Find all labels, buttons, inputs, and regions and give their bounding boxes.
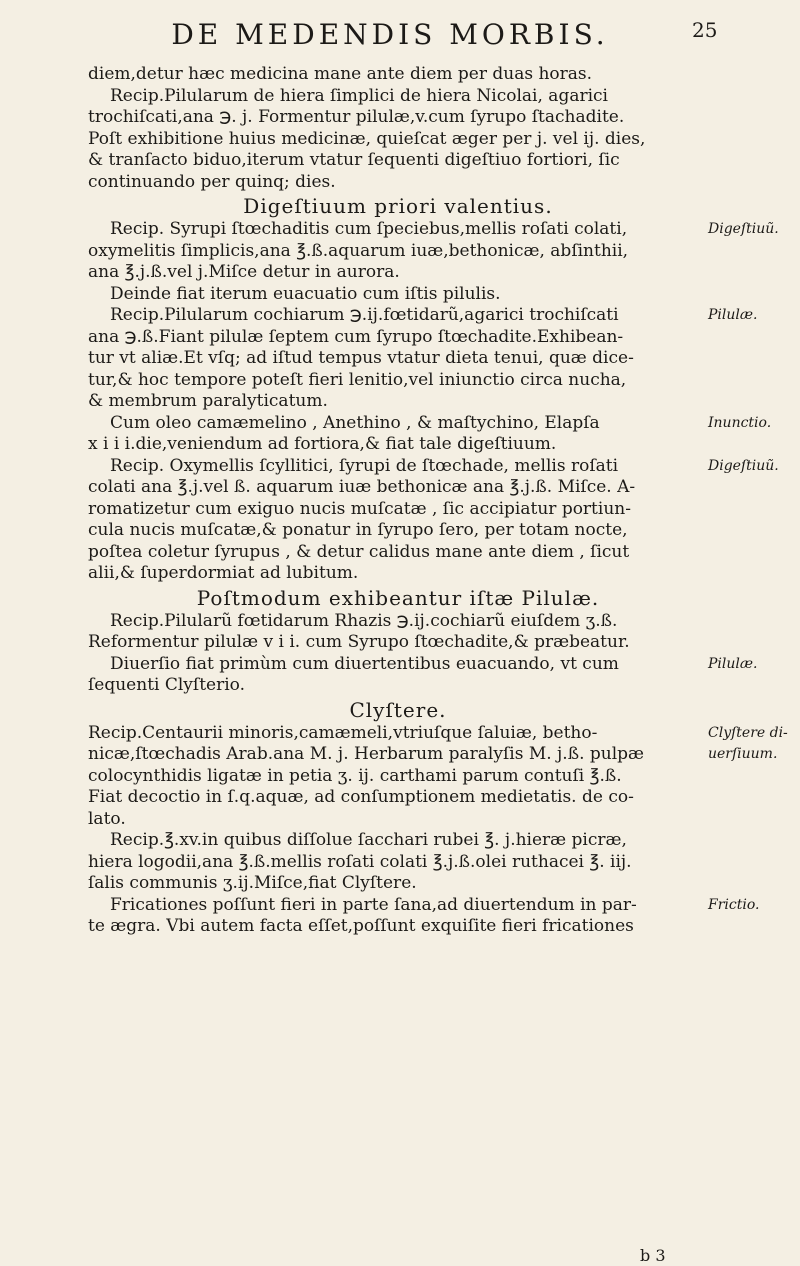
text-line: & tranſacto biduo,iterum vtatur ſequenti digeſtiuo fortiori, ſic xyxy=(88,150,620,170)
page-number: 25 xyxy=(692,18,718,42)
text-line: continuando per quinq; dies. xyxy=(88,171,336,192)
text-line: ana ℈.ß.Fiant pilulæ ſeptem cum ſyrupo ſtœchadite.Exhibean- xyxy=(88,326,624,347)
text-line: diem,detur hæc medicina mane ante diem per duas horas. xyxy=(88,64,593,84)
signature-mark: b 3 xyxy=(640,1246,666,1265)
body-text xyxy=(88,64,708,938)
text-line: & membrum paralyticatum. xyxy=(88,391,328,411)
text-line: Reformentur pilulæ v i i. cum Syrupo ſtœchadite,& præbeatur. xyxy=(88,632,630,652)
text-line: Recip.Pilularum cochiarum ℈.ij.fœtidarũ,agarici trochiſcati xyxy=(110,305,619,325)
text-line: Recip.Pilularũ fœtidarum Rhazis ℈.ij.cochiarũ eiuſdem ʒ.ß. xyxy=(110,610,618,631)
text-line: tur vt aliæ.Et vſq; ad iſtud tempus vtatur dieta tenui, quæ dice- xyxy=(88,348,634,368)
margin-note: Digeſtiuũ. xyxy=(708,457,779,474)
text-line: cula nucis muſcatæ,& ponatur in ſyrupo ſero, per totam nocte, xyxy=(88,520,628,540)
text-line: poſtea coletur ſyrupus , & detur calidus mane ante diem , ſicut xyxy=(88,541,630,562)
text-line: romatizetur cum exiguo nucis muſcatæ , ſic accipiatur portiun- xyxy=(88,498,631,519)
section-heading: Clyſtere. xyxy=(349,697,447,722)
text-line: Cum oleo camæmelino , Anethino , & maſtychino, Elapſa xyxy=(110,412,600,433)
text-line: oxymelitis ſimplicis,ana ℥.ß.aquarum iuæ,bethonicæ, abſinthii, xyxy=(88,240,629,261)
text-line: ſequenti Clyſterio. xyxy=(88,675,246,695)
text-line: nicæ,ſtœchadis Arab.ana M. j. Herbarum paralyſis M. j.ß. pulpæ xyxy=(88,744,645,764)
text-line: Fricationes poſſunt fieri in parte ſana,ad diuertendum in par- xyxy=(110,894,637,915)
section-heading: Poſtmodum exhibeantur iſtæ Pilulæ. xyxy=(196,585,600,610)
text-line: Recip.℥.xv.in quibus diſſolue ſacchari rubei ℥. j.hieræ picræ, xyxy=(110,830,627,850)
text-line: colocynthidis ligatæ in petia ʒ. ij. carthami parum contuſi ℥.ß. xyxy=(88,765,622,786)
text-line: Recip.Pilularum de hiera ſimplici de hiera Nicolai, agarici xyxy=(110,85,608,106)
text-line: Deinde fiat iterum euacuatio cum iſtis pilulis. xyxy=(110,283,501,304)
text-line: alii,& ſuperdormiat ad lubitum. xyxy=(88,563,359,583)
margin-note: Pilulæ. xyxy=(708,655,758,672)
text-line: ana ℥.j.ß.vel j.Miſce detur in aurora. xyxy=(88,262,400,282)
text-line: Recip.Centaurii minoris,camæmeli,vtriuſque ſaluiæ, betho- xyxy=(88,722,598,743)
running-head: DE MEDENDIS MORBIS. xyxy=(171,18,609,51)
margin-note: uerſiuum. xyxy=(708,746,778,762)
text-line: ſalis communis ʒ.ij.Miſce,fiat Clyſtere. xyxy=(88,873,417,893)
text-line: trochiſcati,ana ℈. j. Formentur pilulæ,v.cum ſyrupo ſtachadite. xyxy=(88,107,625,127)
text-line: hiera logodii,ana ℥.ß.mellis roſati colati ℥.j.ß.olei ruthacei ℥. iij. xyxy=(88,851,632,872)
margin-note: Clyſtere di- xyxy=(708,724,788,741)
text-line: Recip. Syrupi ſtœchaditis cum ſpeciebus,mellis roſati colati, xyxy=(110,219,628,239)
text-line: te ægra. Vbi autem facta eſſet,poſſunt exquiſite fieri fricationes xyxy=(88,916,634,936)
text-line: x i i i.die,veniendum ad fortiora,& fiat tale digeſtiuum. xyxy=(88,434,557,454)
margin-note: Inunctio. xyxy=(708,414,772,431)
text-line: Diuerſio fiat primùm cum diuertentibus euacuando, vt cum xyxy=(110,653,619,674)
section-heading: Digeſtiuum priori valentius. xyxy=(243,194,553,218)
text-line: Poſt exhibitione huius medicinæ, quieſcat æger per j. vel ij. dies, xyxy=(88,128,646,149)
margin-note: Pilulæ. xyxy=(708,307,758,323)
text-line: tur,& hoc tempore poteſt fieri lenitio,vel iniunctio circa nucha, xyxy=(88,369,627,390)
margin-note: Frictio. xyxy=(708,896,760,913)
margin-note: Digeſtiuũ. xyxy=(708,221,779,237)
text-line: colati ana ℥.j.vel ß. aquarum iuæ bethonicæ ana ℥.j.ß. Miſce. A- xyxy=(88,477,636,497)
text-line: lato. xyxy=(88,808,126,829)
text-line: Recip. Oxymellis ſcyllitici, ſyrupi de ſtœchade, mellis roſati xyxy=(110,455,619,476)
text-line: Fiat decoctio in ſ.q.aquæ, ad conſumptionem medietatis. de co- xyxy=(88,787,634,807)
